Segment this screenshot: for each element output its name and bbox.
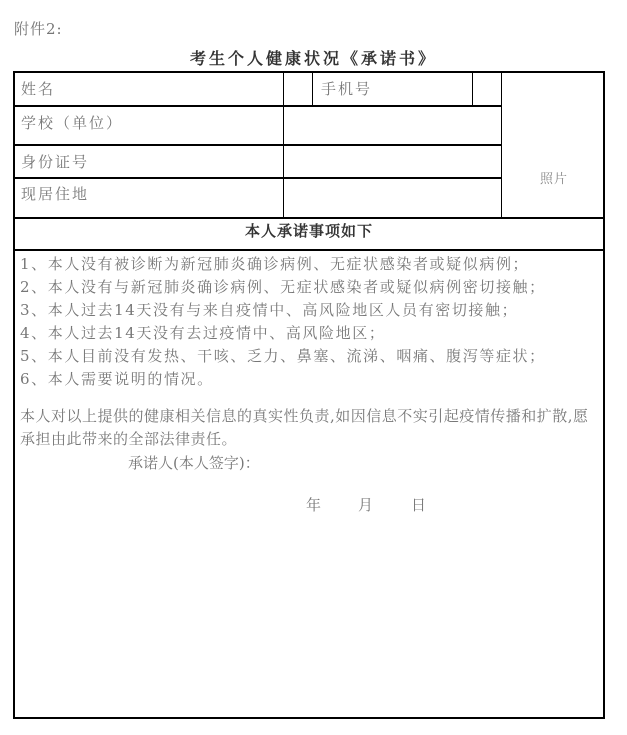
col-line: [501, 71, 502, 218]
address-field[interactable]: [284, 179, 501, 217]
table-border-left: [13, 71, 15, 719]
id-label: 身份证号: [21, 153, 90, 171]
col-line: [312, 71, 313, 106]
date-year: 年: [306, 496, 322, 514]
address-label: 现居住地: [21, 185, 90, 203]
document-title: 考生个人健康状况《承诺书》: [189, 49, 437, 68]
phone-label: 手机号: [321, 80, 373, 98]
commitment-list: [20, 253, 546, 391]
name-label: 姓名: [21, 80, 56, 98]
school-field[interactable]: [284, 107, 501, 144]
commitment-item: 2、本人没有与新冠肺炎确诊病例、无症状感染者或疑似病例密切接触；: [20, 278, 546, 296]
row-line: [13, 217, 605, 219]
school-label: 学校（单位）: [21, 114, 124, 132]
commitment-item: 6、本人需要说明的情况。: [20, 370, 214, 388]
commitment-item: 1、本人没有被诊断为新冠肺炎确诊病例、无症状感染者或疑似病例；: [20, 255, 530, 273]
commitment-item: 5、本人目前没有发热、干咳、乏力、鼻塞、流涕、咽痛、腹泻等症状；: [20, 347, 546, 365]
photo-label: 照片: [540, 172, 569, 187]
date-month: 月: [358, 496, 374, 514]
row-line: [13, 249, 605, 251]
name-field[interactable]: [284, 73, 312, 105]
commitment-item: 3、本人过去14天没有与来自疫情中、高风险地区人员有密切接触；: [20, 301, 519, 319]
commitment-item: 4、本人过去14天没有去过疫情中、高风险地区；: [20, 324, 386, 342]
signature-field[interactable]: [285, 452, 485, 474]
signer-label: 承诺人(本人签字)：: [128, 454, 260, 472]
table-border-bottom: [13, 717, 605, 719]
responsibility-statement: 本人对以上提供的健康相关信息的真实性负责,如因信息不实引起疫情传播和扩散,愿承担由此带来的全部法律责任。: [20, 407, 589, 448]
table-border-right: [603, 71, 605, 719]
id-field[interactable]: [284, 146, 501, 177]
phone-field[interactable]: [473, 73, 501, 105]
date-day: 日: [411, 496, 427, 514]
attachment-label: 附件2:: [14, 20, 63, 38]
commitments-heading: 本人承诺事项如下: [244, 222, 373, 240]
